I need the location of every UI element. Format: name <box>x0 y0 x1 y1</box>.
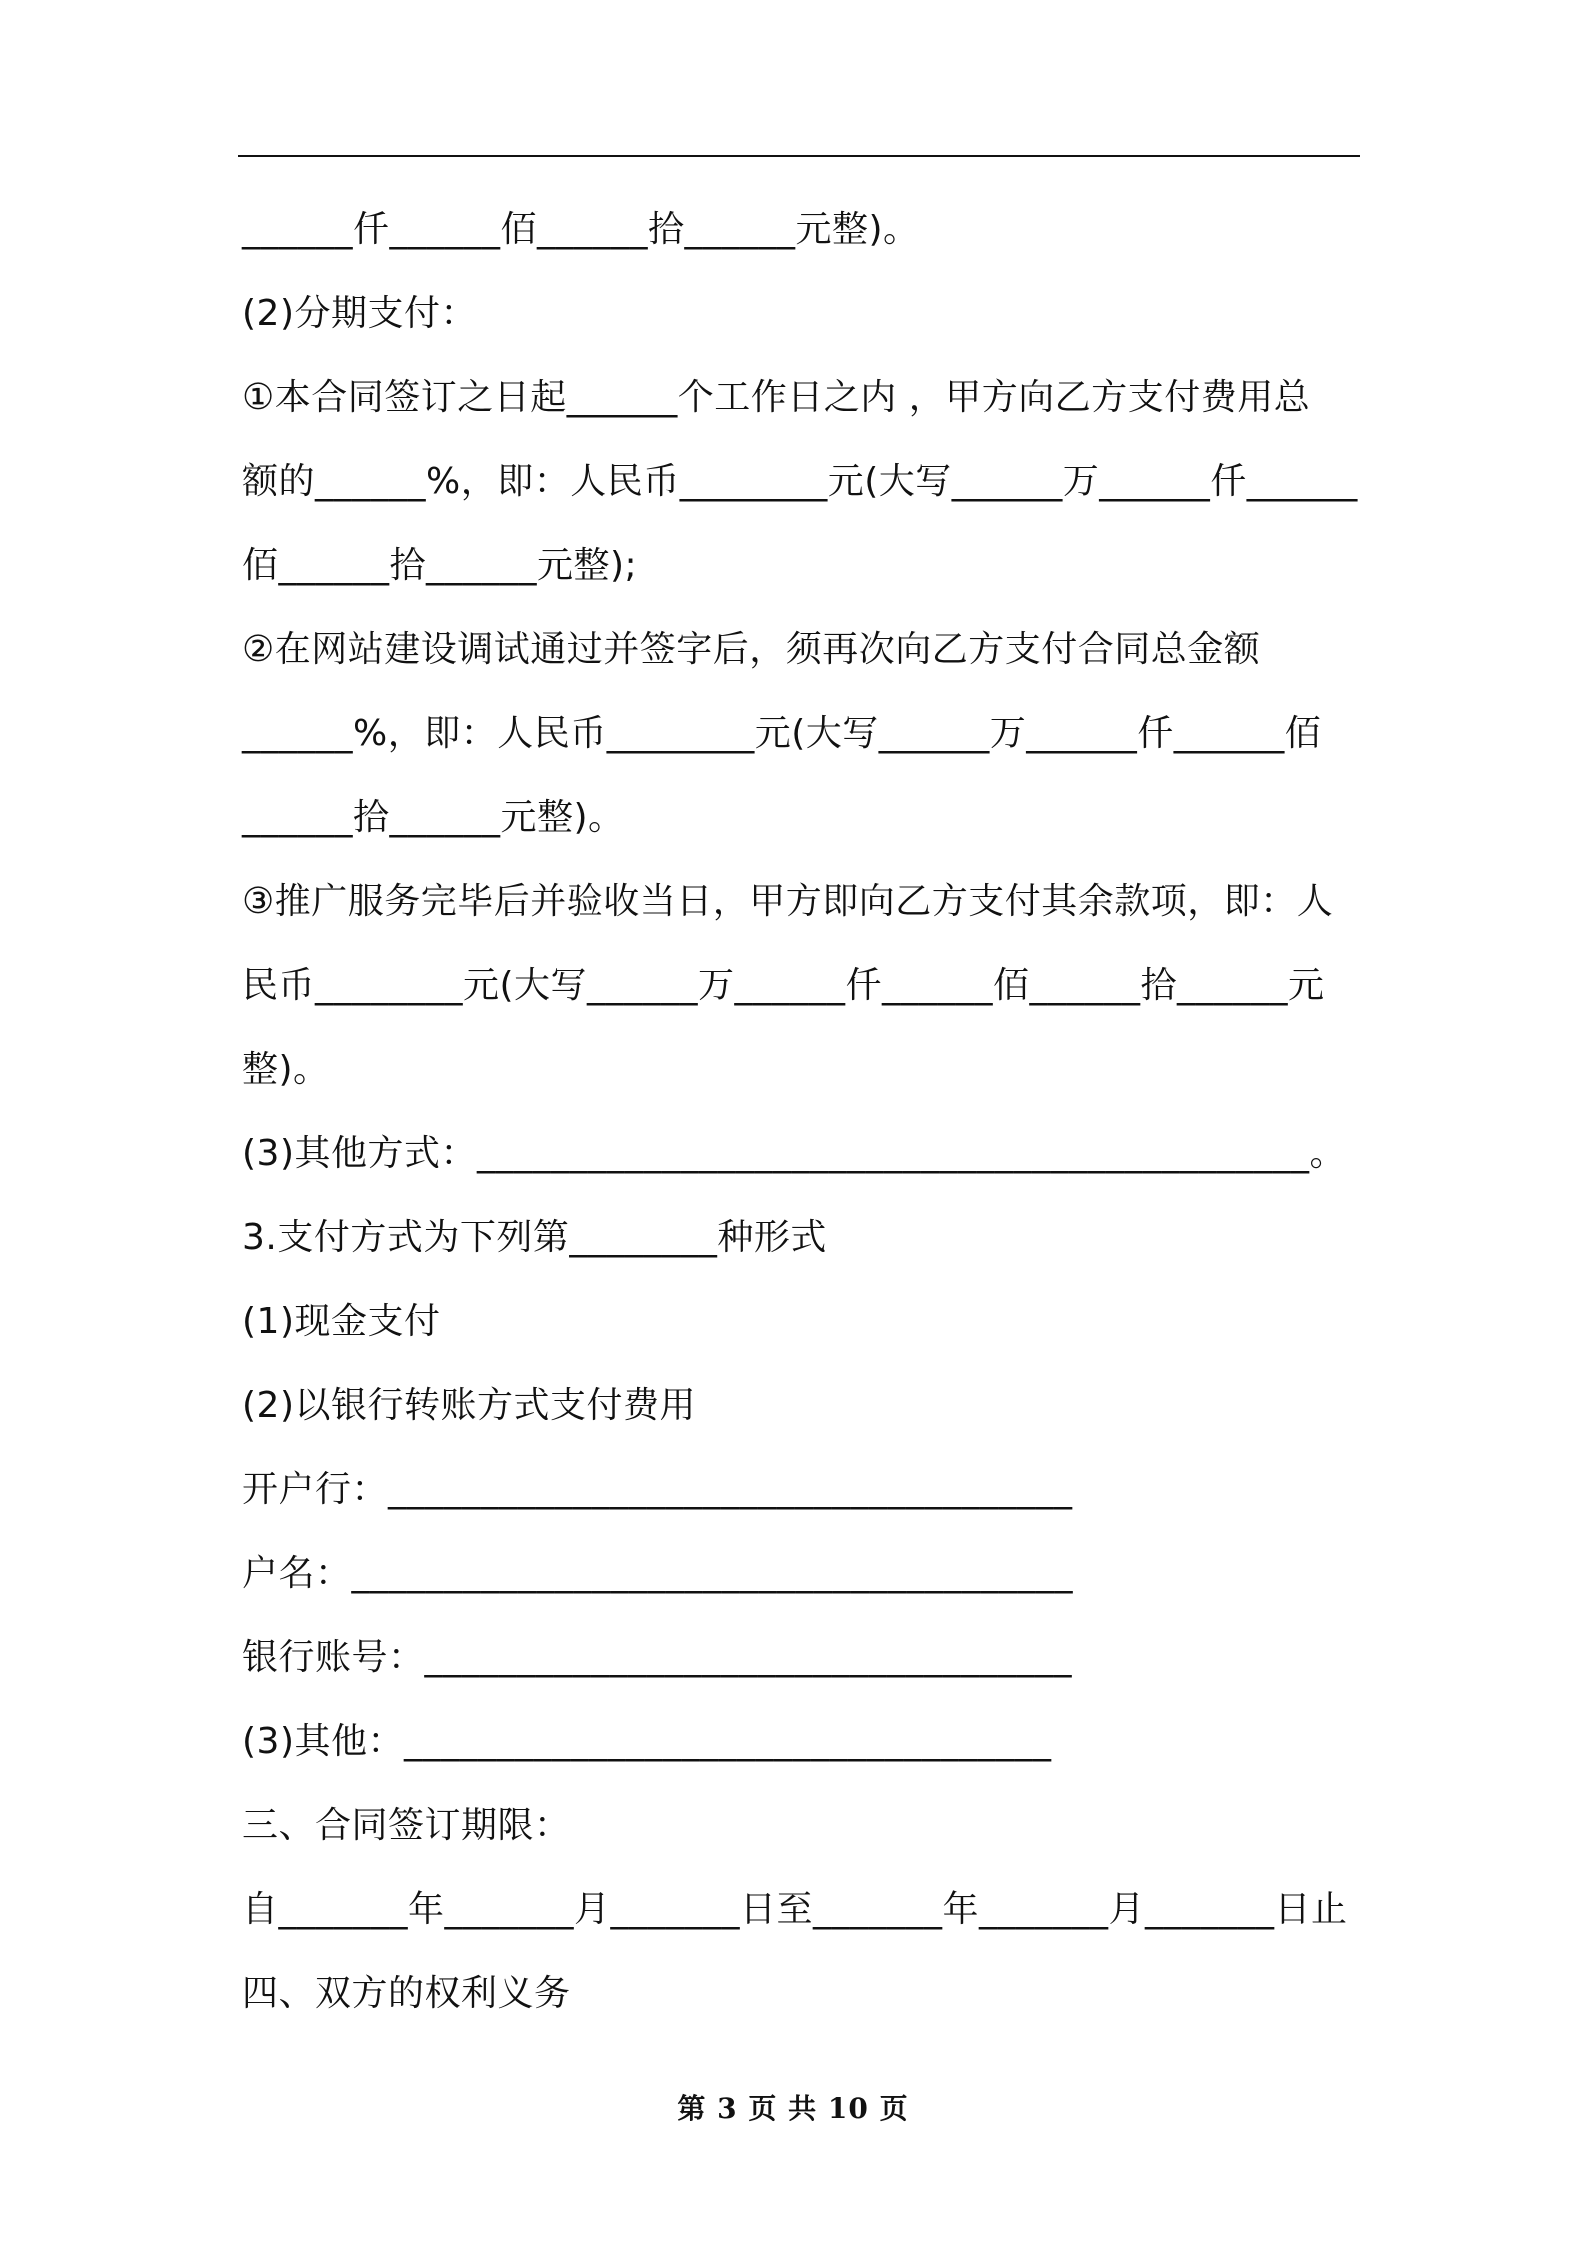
page-number: 第 3 页 共 10 页 <box>677 2092 909 2125</box>
text-line: ②在网站建设调试通过并签字后，须再次向乙方支付合同总金额 <box>242 629 1261 670</box>
text-line: ③推广服务完毕后并验收当日，甲方即向乙方支付其余款项，即：人 <box>242 881 1334 922</box>
text-line: 佰______拾______元整); <box>242 545 638 586</box>
section-heading: 四、双方的权利义务 <box>242 1973 571 2014</box>
text-line: 3.支付方式为下列第________种形式 <box>242 1217 827 1258</box>
header-rule <box>238 155 1360 157</box>
text-line: ______%，即：人民币________元(大写______万______仟______佰 <box>242 713 1322 754</box>
text-line: 户名：_______________________________________ <box>242 1553 1074 1594</box>
text-line: (3)其他方式：_____________________________________________。 <box>242 1133 1346 1174</box>
text-line: (3)其他：___________________________________ <box>242 1721 1052 1762</box>
text-line: ______拾______元整)。 <box>242 797 625 838</box>
text-line: 额的______%，即：人民币________元(大写______万______仟______ <box>242 461 1358 502</box>
text-line: (2)以银行转账方式支付费用 <box>242 1385 696 1426</box>
text-line: 银行账号：___________________________________ <box>242 1637 1073 1678</box>
text-line: 整)。 <box>242 1049 330 1090</box>
text-line: ______仟______佰______拾______元整)。 <box>242 209 920 250</box>
text-line: ①本合同签订之日起______个工作日之内 ，甲方向乙方支付费用总 <box>242 377 1311 418</box>
section-heading: 三、合同签订期限： <box>242 1805 571 1846</box>
document-body <box>242 188 1362 2036</box>
text-line: (1)现金支付 <box>242 1301 441 1342</box>
text-line: (2)分期支付： <box>242 293 477 334</box>
text-line: 自_______年_______月_______日至_______年_______月_______日止 <box>242 1889 1348 1930</box>
text-line: 开户行：_____________________________________ <box>242 1469 1073 1510</box>
text-line: 民币________元(大写______万______仟______佰______拾______元 <box>242 965 1325 1006</box>
